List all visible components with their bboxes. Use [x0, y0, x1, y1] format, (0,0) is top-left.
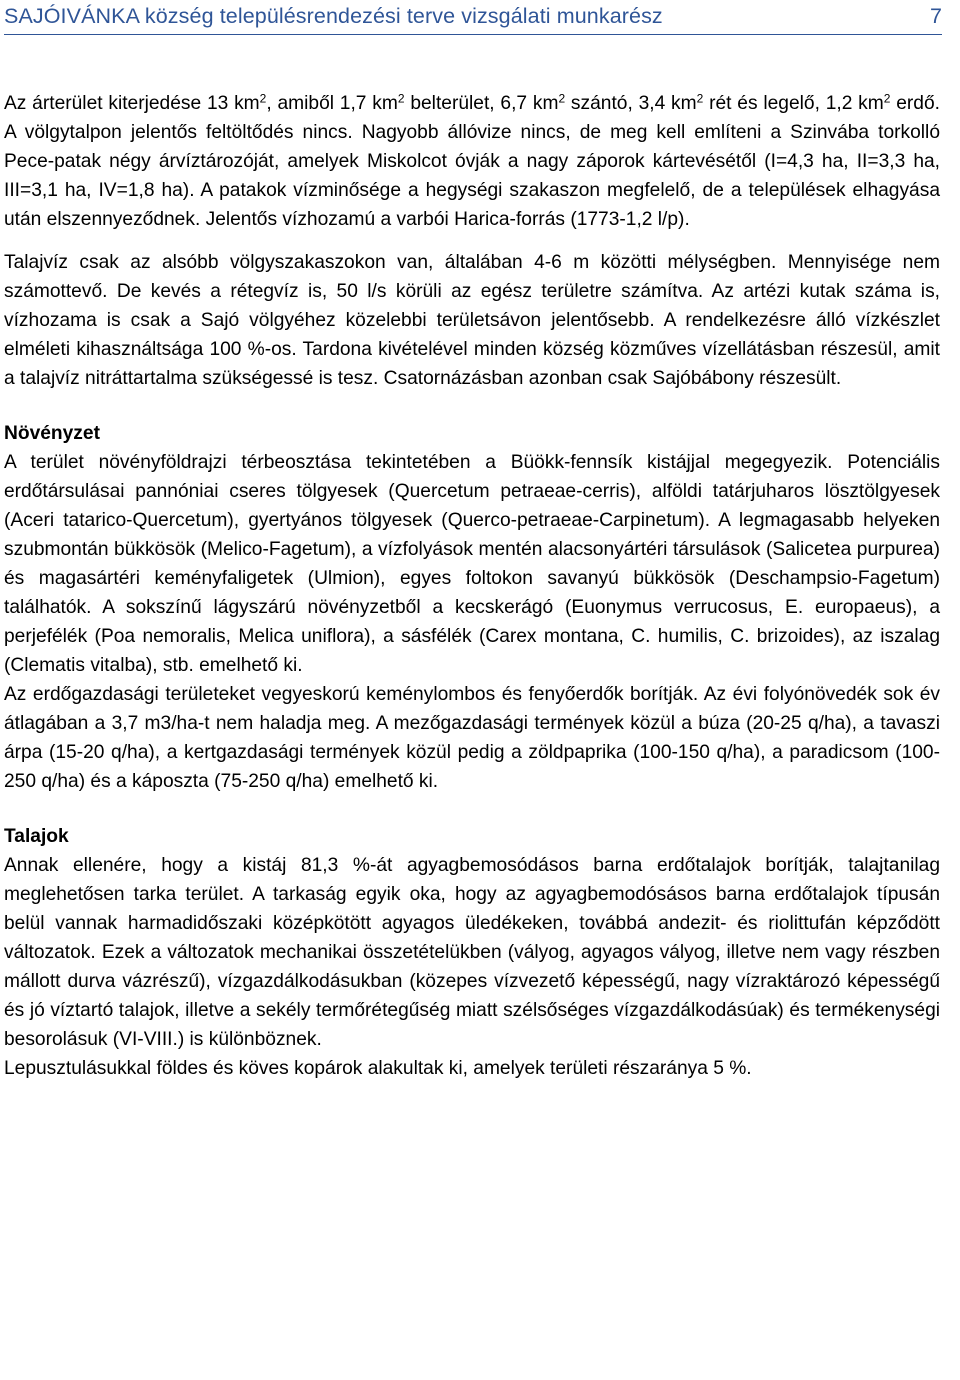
paragraph-vegetation-1: A terület növényföldrajzi térbeosztása tekintetében a Büökk-fennsík kistájjal megegyezik. Potenciális erdőtársulásai pannóniai cseres tölgyesek (Quercetum petraeae-cerris), alföldi tatárjuharos lösztölgyesek (Aceri tatarico-Quercetum), gyertyános tölgyesek (Querco-petraeae-Carpinetum). A legmagasabb helyeken szubmontán bükkösök (Melico-Fagetum), a vízfolyások mentén alacsonyártéri társulások (Salicetea purpurea) és magasártéri keményfaligetek (Ulmion), egyes foltokon savanyú bükkösök (Deschampsio-Fagetum) találhatók. A sokszínű lágyszárú növényzetből a kecskerágó (Euonymus verrucosus, E. europaeus), a perjefélék (Poa nemoralis, Melica uniflora), a sásfélék (Carex montana, C. humilis, C. brizoides), az iszalag (Clematis vitalba), stb. emelhető ki.: [4, 452, 940, 676]
paragraph-vegetation-2: Az erdőgazdasági területeket vegyeskorú keménylombos és fenyőerdők borítják. Az évi folyónövedék sok év átlagában a 3,7 m3/ha-t nem haladja meg. A mezőgazdasági termények közül a búza (20-25 q/ha), a tavaszi árpa (15-20 q/ha), a kertgazdasági termények közül pedig a zöldpaprika (100-150 q/ha), a paradicsom (100-250 q/ha) és a káposzta (75-250 q/ha) emelhető ki.: [4, 684, 940, 792]
paragraph-floodplain: Az árterület kiterjedése 13 $km^2$, amiből 1,7 $km^2$ belterület, 6,7 $km^2$ szántó, 3,4 $km^2$ rét és legelő, 1,2 $km^2$ erdő. A völgytalpon jelentős feltöltődés nincs. Nagyobb állóvize nincs, de meg kell említeni a Szinvába torkolló Pece-patak négy árvíztározóját, amelyek Miskolcot óvják a nagy záporok kártevésétől (I=4,3 ha, II=3,3 ha, III=3,1 ha, IV=1,8 ha). A patakok vízminősége a hegységi szakaszon megfelelő, de a települések elhagyása után elszennyeződnek. Jelentős vízhozamú a varbói Harica-forrás (1773-1,2 l/p).: [4, 91, 940, 230]
paragraph-soils-1: Annak ellenére, hogy a kistáj 81,3 %-át agyagbemosódásos barna erdőtalajok borítják, talajtanilag meglehetősen tarka terület. A tarkaság egyik oka, hogy az agyagbemodósásos barna erdőtalajok típusán belül vannak harmadidőszaki középkötött agyagos üledékeken, továbbá andezit- és riolittufán képződött változatok. Ezek a változatok mechanikai összetételükben (vályog, agyagos vályog, illetve nem vagy részben mállott durva vázrészű), vízgazdálkodásukban (közepes vízvezető képességű, nagy vízraktározó képességű és jó víztartó talajok, illetve a sekély termőrétegűség miatt szélsőséges vízgazdálkodásúak) és termékenységi besorolásuk (VI-VIII.) is különböznek.: [4, 855, 940, 1050]
page-number: 7: [930, 4, 942, 28]
page-header: [4, 4, 942, 35]
heading-soils: Talajok: [4, 826, 69, 847]
heading-vegetation: Növényzet: [4, 423, 100, 444]
paragraph-groundwater: Talajvíz csak az alsóbb völgyszakaszokon van, általában 4-6 m közötti mélységben. Mennyisége nem számottevő. De kevés a rétegvíz is, 50 l/s körüli az egész területre számítva. Az artézi kutak száma is, vízhozama is csak a Sajó völgyéhez közelebbi területsávon jelentősebb. A rendelkezésre álló vízkészlet elméleti kihasználtsága 100 %-os. Tardona kivételével minden község közműves vízellátásban részesül, amit a talajvíz nitráttartalma szükségessé is tesz. Csatornázásban azonban csak Sajóbábony részesült.: [4, 252, 940, 389]
document-title: SAJÓIVÁNKA község településrendezési terve vizsgálati munkarész: [4, 4, 663, 28]
paragraph-soils-2: Lepusztulásukkal földes és köves kopárok alakultak ki, amelyek területi részaránya 5 %.: [4, 1058, 752, 1079]
document-body: [4, 89, 940, 1083]
